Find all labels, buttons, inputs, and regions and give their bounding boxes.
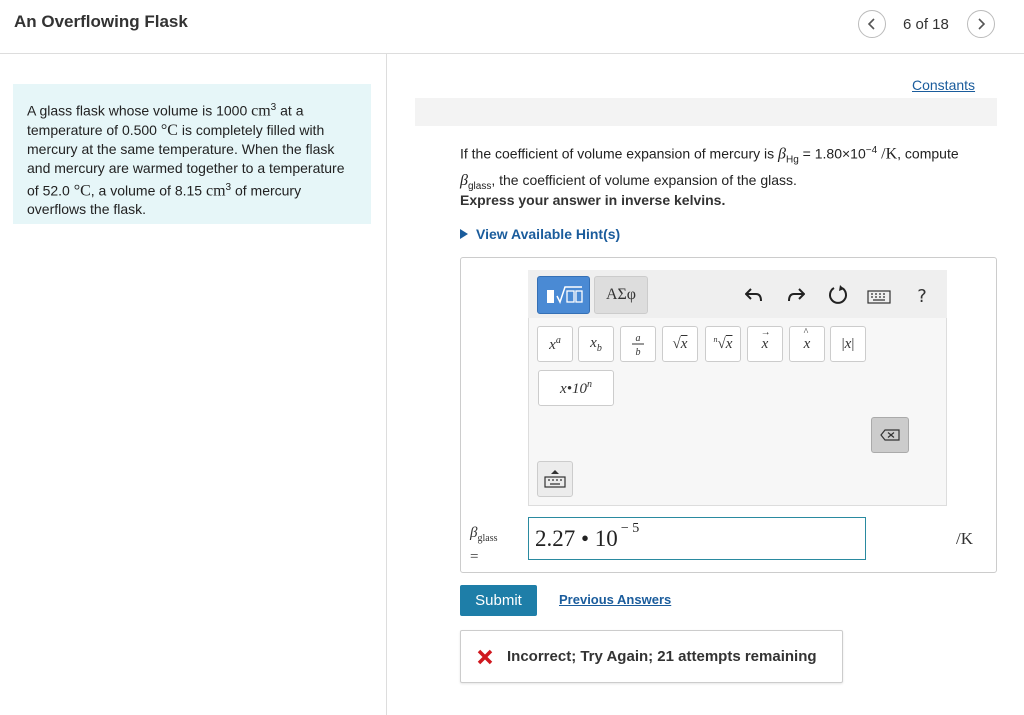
page-title: An Overflowing Flask	[14, 12, 188, 31]
backspace-icon	[880, 429, 900, 441]
column-divider	[386, 54, 387, 715]
view-hints-link[interactable]: View Available Hint(s)	[460, 226, 620, 242]
chevron-right-icon	[975, 18, 987, 30]
feedback-message: Incorrect; Try Again; 21 attempts remaining	[460, 630, 843, 683]
scientific-notation-button[interactable]: x•10$^n$	[538, 370, 614, 406]
redo-button[interactable]	[782, 281, 810, 309]
page-count: 6 of 18	[903, 16, 949, 33]
chevron-left-icon	[866, 18, 878, 30]
answer-unit: /K	[956, 529, 973, 548]
keyboard-toggle-button[interactable]	[537, 461, 573, 497]
templates-button[interactable]	[537, 276, 590, 314]
x-icon	[477, 649, 493, 665]
unit-vector-button[interactable]: x ^	[789, 326, 825, 362]
caret-right-icon	[460, 229, 468, 239]
answer-input[interactable]: 2.27 • 10 $^{- 5}$	[528, 517, 866, 560]
answer-variable-label: $\beta_{glass}$ =	[470, 525, 498, 565]
subscript-button[interactable]: $x_b$	[578, 326, 614, 362]
vector-button[interactable]: x →	[747, 326, 783, 362]
previous-answers-link[interactable]: Previous Answers	[559, 592, 672, 607]
greek-symbols-button[interactable]: ΑΣφ	[594, 276, 648, 314]
reset-button[interactable]	[824, 281, 852, 309]
fraction-button[interactable]	[620, 326, 656, 362]
keyboard-toggle-icon	[543, 469, 567, 489]
redo-icon	[787, 287, 805, 303]
next-item-button[interactable]	[967, 10, 995, 38]
superscript-button[interactable]: $x^a$	[537, 326, 573, 362]
svg-text:b: b	[635, 347, 641, 357]
problem-statement: A glass flask whose volume is 1000 $cm^3$ at a temperature of 0.500 °C is completely filled with mercury at the same temperature. When the flask and mercury are warmed together to a temperature of 52.0 °C, a volume of 8.15 $cm^3$ of mercury overflows the flask.	[13, 84, 371, 224]
header-divider	[0, 53, 1024, 54]
absolute-value-button[interactable]: |x|	[830, 326, 866, 362]
nth-root-button[interactable]: $^n$√x	[705, 326, 741, 362]
constants-link[interactable]: Constants	[912, 77, 976, 93]
answer-instructions: Express your answer in inverse kelvins.	[460, 192, 726, 208]
previous-item-button[interactable]	[858, 10, 886, 38]
fraction-icon	[631, 331, 645, 357]
reset-icon	[828, 285, 848, 305]
square-root-button[interactable]: √x	[662, 326, 698, 362]
undo-icon	[745, 287, 763, 303]
keyboard-shortcuts-button[interactable]	[865, 283, 893, 311]
svg-text:a: a	[635, 333, 641, 344]
undo-button[interactable]	[740, 281, 768, 309]
keyboard-icon	[867, 290, 891, 304]
help-button[interactable]: ?	[917, 285, 927, 307]
question-text: If the coefficient of volume expansion of mercury is $\beta_{Hg} = 1.80\times 10^{-4}$ /K, compute $\beta_{glass}$, the coefficient of volume expansion of the glass.	[460, 145, 959, 193]
backspace-button[interactable]	[871, 417, 909, 453]
submit-button[interactable]: Submit	[460, 585, 537, 616]
part-header-band	[415, 98, 997, 126]
templates-icon	[544, 284, 584, 306]
